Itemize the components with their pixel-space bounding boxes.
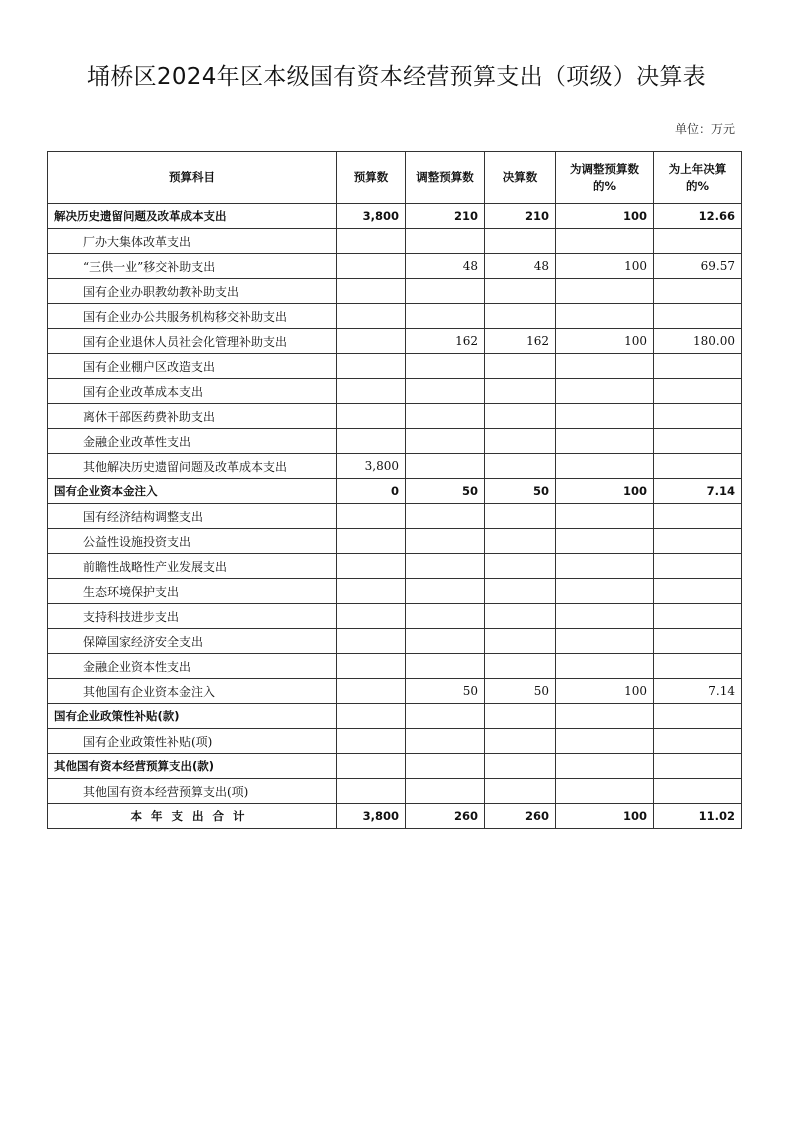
row-adjusted	[406, 304, 485, 329]
row-pct-prior	[654, 229, 742, 254]
budget-table	[47, 151, 742, 829]
row-adjusted	[406, 754, 485, 779]
total-final: 260	[485, 804, 556, 829]
row-final	[485, 654, 556, 679]
row-pct-prior	[654, 754, 742, 779]
row-final	[485, 629, 556, 654]
row-final	[485, 379, 556, 404]
row-final	[485, 579, 556, 604]
item-row	[48, 429, 742, 454]
category-row	[48, 479, 742, 504]
row-adjusted	[406, 629, 485, 654]
row-adjusted: 50	[406, 679, 485, 704]
total-label: 本年支出合计	[48, 804, 337, 829]
row-budget	[337, 779, 406, 804]
row-final	[485, 229, 556, 254]
row-final: 50	[485, 679, 556, 704]
row-name: 其他解决历史遗留问题及改革成本支出	[48, 454, 337, 479]
row-adjusted	[406, 229, 485, 254]
row-adjusted	[406, 379, 485, 404]
row-budget	[337, 279, 406, 304]
row-pct-adjusted	[556, 504, 654, 529]
row-pct-adjusted	[556, 404, 654, 429]
row-adjusted	[406, 454, 485, 479]
header-cell: 为调整预算数的%	[556, 152, 654, 204]
row-pct-adjusted	[556, 529, 654, 554]
row-pct-prior	[654, 529, 742, 554]
row-adjusted	[406, 529, 485, 554]
row-pct-adjusted	[556, 279, 654, 304]
row-adjusted	[406, 354, 485, 379]
row-name: 支持科技进步支出	[48, 604, 337, 629]
row-pct-prior	[654, 404, 742, 429]
row-pct-adjusted	[556, 554, 654, 579]
row-budget	[337, 729, 406, 754]
item-row	[48, 654, 742, 679]
row-budget	[337, 254, 406, 279]
row-pct-prior: 180.00	[654, 329, 742, 354]
row-pct-adjusted: 100	[556, 204, 654, 229]
row-pct-prior	[654, 554, 742, 579]
row-pct-prior	[654, 279, 742, 304]
row-pct-prior	[654, 779, 742, 804]
row-final	[485, 404, 556, 429]
row-adjusted: 50	[406, 479, 485, 504]
item-row	[48, 454, 742, 479]
row-pct-adjusted: 100	[556, 254, 654, 279]
row-budget: 3,800	[337, 454, 406, 479]
row-pct-adjusted	[556, 729, 654, 754]
row-budget: 3,800	[337, 204, 406, 229]
row-adjusted	[406, 704, 485, 729]
row-pct-prior	[654, 504, 742, 529]
row-name: 其他国有企业资本金注入	[48, 679, 337, 704]
row-name: 国有企业改革成本支出	[48, 379, 337, 404]
row-budget	[337, 404, 406, 429]
row-final	[485, 279, 556, 304]
total-pct-adjusted: 100	[556, 804, 654, 829]
row-final: 210	[485, 204, 556, 229]
row-final	[485, 729, 556, 754]
row-final	[485, 429, 556, 454]
row-adjusted: 210	[406, 204, 485, 229]
row-final: 162	[485, 329, 556, 354]
item-row	[48, 679, 742, 704]
row-final	[485, 554, 556, 579]
row-budget	[337, 629, 406, 654]
row-budget	[337, 579, 406, 604]
row-adjusted	[406, 579, 485, 604]
row-pct-adjusted: 100	[556, 329, 654, 354]
item-row	[48, 729, 742, 754]
header-cell: 为上年决算的%	[654, 152, 742, 204]
row-budget	[337, 654, 406, 679]
item-row	[48, 404, 742, 429]
row-pct-adjusted	[556, 629, 654, 654]
row-final	[485, 779, 556, 804]
row-final: 48	[485, 254, 556, 279]
row-final	[485, 604, 556, 629]
row-name: 国有企业办公共服务机构移交补助支出	[48, 304, 337, 329]
item-row	[48, 579, 742, 604]
row-pct-adjusted	[556, 454, 654, 479]
row-pct-prior	[654, 379, 742, 404]
row-pct-prior: 7.14	[654, 479, 742, 504]
row-final	[485, 304, 556, 329]
row-final	[485, 529, 556, 554]
row-pct-prior	[654, 429, 742, 454]
row-name: 国有企业棚户区改造支出	[48, 354, 337, 379]
header-row	[48, 152, 742, 204]
row-budget	[337, 329, 406, 354]
row-pct-prior	[654, 354, 742, 379]
row-name: 金融企业改革性支出	[48, 429, 337, 454]
row-pct-adjusted	[556, 379, 654, 404]
row-name: 厂办大集体改革支出	[48, 229, 337, 254]
row-name: 国有企业资本金注入	[48, 479, 337, 504]
row-budget	[337, 704, 406, 729]
row-budget	[337, 229, 406, 254]
row-adjusted	[406, 504, 485, 529]
item-row	[48, 629, 742, 654]
row-name: 离休干部医药费补助支出	[48, 404, 337, 429]
item-row	[48, 304, 742, 329]
row-name: 金融企业资本性支出	[48, 654, 337, 679]
row-name: 保障国家经济安全支出	[48, 629, 337, 654]
row-budget	[337, 379, 406, 404]
row-adjusted	[406, 654, 485, 679]
row-pct-prior	[654, 704, 742, 729]
row-pct-adjusted	[556, 704, 654, 729]
row-name: “三供一业”移交补助支出	[48, 254, 337, 279]
row-pct-prior	[654, 604, 742, 629]
row-adjusted	[406, 554, 485, 579]
row-name: 国有企业退休人员社会化管理补助支出	[48, 329, 337, 354]
row-final	[485, 504, 556, 529]
item-row	[48, 604, 742, 629]
row-pct-adjusted	[556, 754, 654, 779]
row-pct-prior	[654, 454, 742, 479]
row-name: 国有企业政策性补贴(款)	[48, 704, 337, 729]
total-adjusted: 260	[406, 804, 485, 829]
row-budget	[337, 679, 406, 704]
row-adjusted	[406, 429, 485, 454]
row-pct-adjusted: 100	[556, 679, 654, 704]
row-adjusted	[406, 729, 485, 754]
item-row	[48, 229, 742, 254]
row-pct-adjusted	[556, 604, 654, 629]
row-pct-adjusted	[556, 304, 654, 329]
row-adjusted: 162	[406, 329, 485, 354]
row-final	[485, 354, 556, 379]
row-name: 其他国有资本经营预算支出(项)	[48, 779, 337, 804]
row-pct-prior: 69.57	[654, 254, 742, 279]
row-adjusted	[406, 279, 485, 304]
row-pct-prior	[654, 579, 742, 604]
row-adjusted	[406, 779, 485, 804]
row-name: 解决历史遗留问题及改革成本支出	[48, 204, 337, 229]
item-row	[48, 554, 742, 579]
total-row	[48, 804, 742, 829]
row-pct-adjusted	[556, 229, 654, 254]
row-final	[485, 454, 556, 479]
category-row	[48, 704, 742, 729]
row-budget	[337, 429, 406, 454]
header-cell: 决算数	[485, 152, 556, 204]
unit-label: 单位：万元	[674, 122, 735, 136]
row-pct-prior	[654, 629, 742, 654]
row-name: 其他国有资本经营预算支出(款)	[48, 754, 337, 779]
row-pct-prior	[654, 304, 742, 329]
category-row	[48, 754, 742, 779]
row-adjusted: 48	[406, 254, 485, 279]
item-row	[48, 779, 742, 804]
row-name: 国有经济结构调整支出	[48, 504, 337, 529]
row-final	[485, 704, 556, 729]
row-pct-adjusted	[556, 429, 654, 454]
page-title: 埇桥区2024年区本级国有资本经营预算支出（项级）决算表	[87, 64, 706, 90]
row-final	[485, 754, 556, 779]
row-pct-prior: 12.66	[654, 204, 742, 229]
category-row	[48, 204, 742, 229]
row-pct-prior	[654, 654, 742, 679]
row-adjusted	[406, 404, 485, 429]
header-cell: 调整预算数	[406, 152, 485, 204]
row-pct-adjusted: 100	[556, 479, 654, 504]
row-name: 国有企业办职教幼教补助支出	[48, 279, 337, 304]
row-pct-prior	[654, 729, 742, 754]
item-row	[48, 329, 742, 354]
row-name: 前瞻性战略性产业发展支出	[48, 554, 337, 579]
row-budget	[337, 554, 406, 579]
row-name: 生态环境保护支出	[48, 579, 337, 604]
row-budget	[337, 604, 406, 629]
row-final: 50	[485, 479, 556, 504]
item-row	[48, 504, 742, 529]
row-budget	[337, 529, 406, 554]
row-name: 公益性设施投资支出	[48, 529, 337, 554]
item-row	[48, 279, 742, 304]
row-pct-prior: 7.14	[654, 679, 742, 704]
item-row	[48, 254, 742, 279]
row-pct-adjusted	[556, 579, 654, 604]
row-budget	[337, 754, 406, 779]
row-pct-adjusted	[556, 779, 654, 804]
row-budget	[337, 304, 406, 329]
total-budget: 3,800	[337, 804, 406, 829]
row-budget	[337, 504, 406, 529]
header-cell: 预算科目	[48, 152, 337, 204]
row-pct-adjusted	[556, 654, 654, 679]
row-adjusted	[406, 604, 485, 629]
item-row	[48, 379, 742, 404]
table-body	[48, 204, 742, 804]
row-name: 国有企业政策性补贴(项)	[48, 729, 337, 754]
row-budget	[337, 354, 406, 379]
total-pct-prior: 11.02	[654, 804, 742, 829]
row-budget: 0	[337, 479, 406, 504]
row-pct-adjusted	[556, 354, 654, 379]
item-row	[48, 529, 742, 554]
header-cell: 预算数	[337, 152, 406, 204]
item-row	[48, 354, 742, 379]
